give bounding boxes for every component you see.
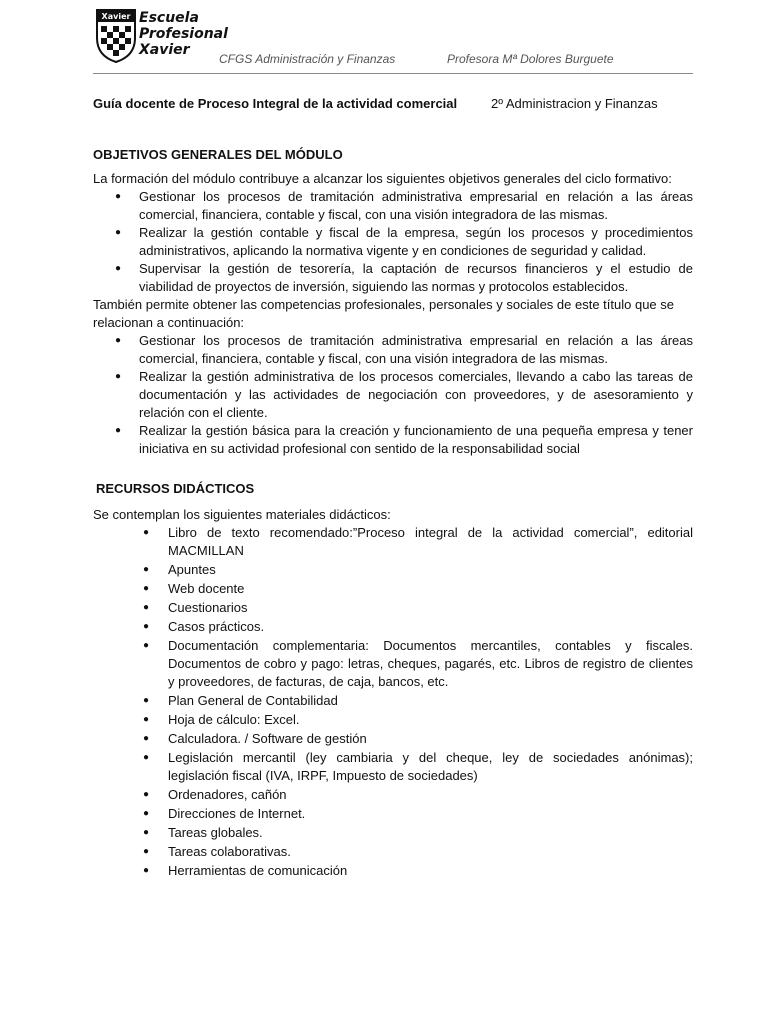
guide-course: 2º Administracion y Finanzas <box>491 96 658 111</box>
school-name-line: Xavier <box>139 42 190 58</box>
list-item: ● Hoja de cálculo: Excel. <box>93 711 693 729</box>
school-name-line: Escuela <box>139 10 199 26</box>
list-item: ● Herramientas de comunicación <box>93 862 693 880</box>
main-content <box>93 146 693 881</box>
logo-badge-text: Xavier <box>101 12 131 21</box>
list-item: ● Direcciones de Internet. <box>93 805 693 823</box>
resources-heading: RECURSOS DIDÁCTICOS <box>96 481 255 496</box>
list-item: ● Supervisar la gestión de tesorería, la captación de recursos financieros y el estudio de viabilidad de proyectos de inversión, siguiendo las normas y protocolos establecidos. <box>93 260 693 296</box>
guide-title: Guía docente de Proceso Integral de la actividad comercial <box>93 96 458 111</box>
list-item: ● Tareas globales. <box>93 824 693 842</box>
resources-intro: Se contemplan los siguientes materiales didácticos: <box>93 507 391 522</box>
list-item: ● Libro de texto recomendado:”Proceso integral de la actividad comercial”, editorial MACMILLAN <box>93 524 693 560</box>
list-item: ● Calculadora. / Software de gestión <box>93 730 693 748</box>
school-name <box>139 10 228 58</box>
objectives-heading: OBJETIVOS GENERALES DEL MÓDULO <box>93 147 343 162</box>
header-course: CFGS Administración y Finanzas <box>219 52 396 66</box>
list-item: ● Web docente <box>93 580 693 598</box>
header-divider <box>93 73 693 74</box>
header-teacher: Profesora Mª Dolores Burguete <box>447 52 614 66</box>
competencies-list <box>93 332 693 458</box>
list-item: ● Tareas colaborativas. <box>93 843 693 861</box>
objectives-list <box>93 188 693 296</box>
resources-list <box>93 524 693 880</box>
list-item: ● Ordenadores, cañón <box>93 786 693 804</box>
school-shield-logo <box>95 8 137 64</box>
list-item: ● Plan General de Contabilidad <box>93 692 693 710</box>
list-item: ● Gestionar los procesos de tramitación administrativa empresarial en relación a las áreas comercial, financiera, contable y fiscal, con una visión integradora de las mismas. <box>93 188 693 224</box>
list-item: ● Realizar la gestión contable y fiscal de la empresa, según los procesos y procedimientos administrativos, aplicando la normativa vigente y en condiciones de seguridad y calidad. <box>93 224 693 260</box>
list-item: ● Realizar la gestión administrativa de los procesos comerciales, llevando a cabo las tareas de documentación y las actividades de negociación con proveedores, y de asesoramiento y relación con el cliente. <box>93 368 693 422</box>
list-item: ● Casos prácticos. <box>93 618 693 636</box>
school-name-line: Profesional <box>139 26 228 42</box>
list-item: ● Apuntes <box>93 561 693 579</box>
list-item: ● Realizar la gestión básica para la creación y funcionamiento de una pequeña empresa y tener iniciativa en su actividad profesional con sentido de la responsabilidad social <box>93 422 693 458</box>
list-item: ● Gestionar los procesos de tramitación administrativa empresarial en relación a las áreas comercial, financiera, contable y fiscal, con una visión integradora de las mismas. <box>93 332 693 368</box>
competencies-intro: También permite obtener las competencias profesionales, personales y sociales de este título que se relacionan a continuación: <box>93 297 674 330</box>
list-item: ● Documentación complementaria: Documentos mercantiles, contables y fiscales. Documentos de cobro y pago: letras, cheques, pagarés, etc. Libros de registro de clientes y proveedores, de facturas, de caja, bancos, etc. <box>93 637 693 691</box>
list-item: ● Cuestionarios <box>93 599 693 617</box>
objectives-intro: La formación del módulo contribuye a alcanzar los siguientes objetivos generales del ciclo formativo: <box>93 171 672 186</box>
list-item: ● Legislación mercantil (ley cambiaria y del cheque, ley de sociedades anónimas); legislación fiscal (IVA, IRPF, Impuesto de sociedades) <box>93 749 693 785</box>
